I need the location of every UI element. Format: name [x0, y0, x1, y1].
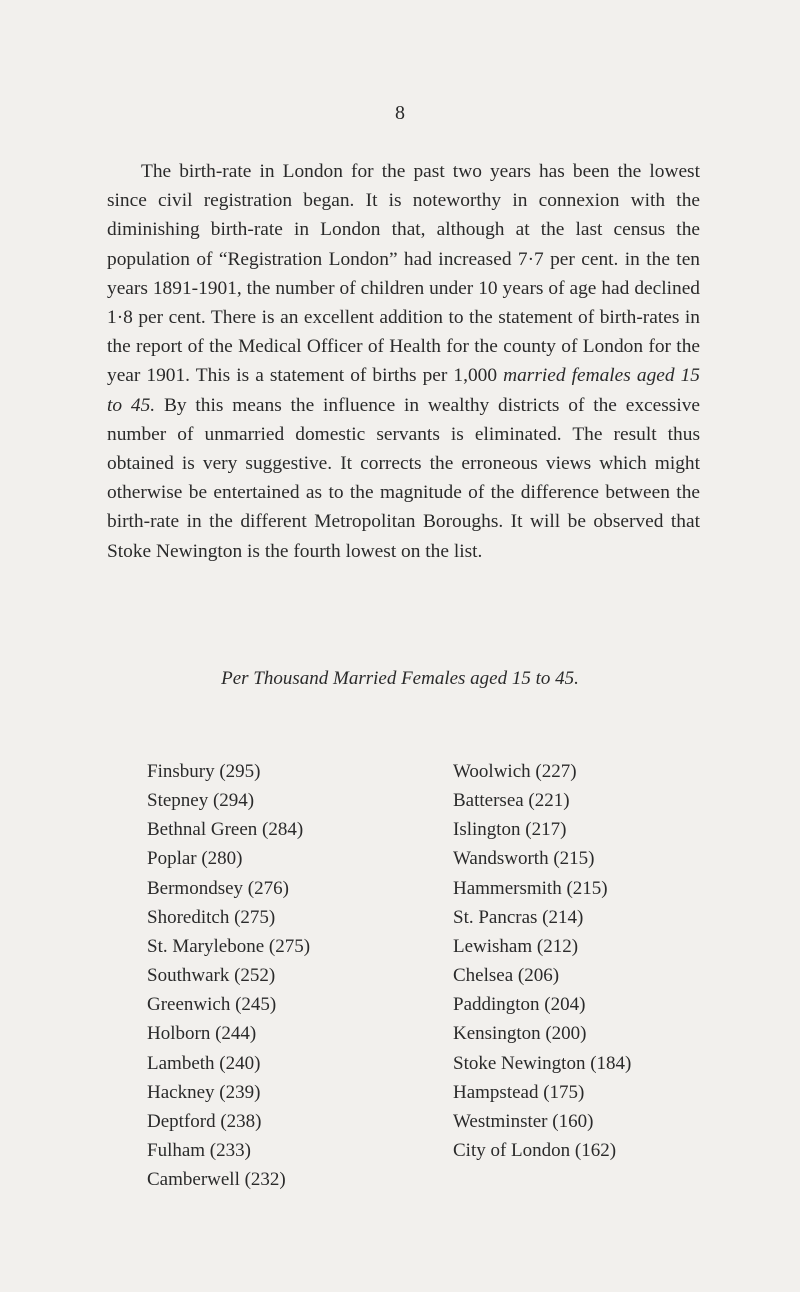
- table-caption: Per Thousand Married Females aged 15 to 45.: [221, 668, 579, 689]
- borough-entry: St. Marylebone (275): [147, 935, 311, 957]
- borough-entry: Lewisham (212): [453, 935, 579, 957]
- borough-entry: Paddington (204): [453, 994, 586, 1016]
- borough-entry: Wandsworth (215): [453, 848, 595, 870]
- borough-entry: Greenwich (245): [147, 994, 277, 1016]
- borough-entry: Westminster (160): [453, 1110, 594, 1132]
- borough-entry: Poplar (280): [147, 848, 243, 870]
- borough-entry: Camberwell (232): [147, 1169, 286, 1191]
- borough-entry: Hampstead (175): [453, 1081, 585, 1103]
- borough-entry: Finsbury (295): [147, 761, 261, 782]
- borough-entry: Deptford (238): [147, 1110, 262, 1132]
- borough-list-right: [453, 757, 631, 1165]
- borough-entry: Bermondsey (276): [147, 877, 289, 899]
- borough-entry: St. Pancras (214): [453, 906, 584, 928]
- borough-entry: Bethnal Green (284): [147, 819, 304, 841]
- borough-entry: Shoreditch (275): [147, 906, 276, 928]
- borough-entry: Southwark (252): [147, 965, 276, 987]
- borough-entry: Hackney (239): [147, 1081, 261, 1103]
- borough-entry: Woolwich (227): [453, 761, 577, 782]
- borough-entry: Holborn (244): [147, 1023, 257, 1045]
- body-paragraph: [107, 157, 700, 566]
- borough-entry: Stoke Newington (184): [453, 1052, 632, 1074]
- borough-entry: Islington (217): [453, 819, 567, 841]
- paragraph-emphasis: married females aged 15 to 45.: [107, 365, 700, 416]
- borough-entry: Stepney (294): [147, 790, 255, 812]
- paragraph-text-part1: The birth-rate in London for the past two years has been the lowest since civil registration began. It is noteworthy in connexion with the diminishing birth-rate in London that, although at the last census the population of “Registration London” had increased 7·7 per cent. in the ten years 1891-1901, the number of children under 10 years of age had declined 1·8 per cent. There is an excellent addition to the statement of birth-rates in the report of the Medical Officer of Health for the county of London for the year 1901. This is a statement of births per 1,000: [107, 161, 700, 387]
- borough-entry: Kensington (200): [453, 1023, 587, 1045]
- borough-entry: Fulham (233): [147, 1140, 251, 1162]
- borough-entry: Lambeth (240): [147, 1052, 261, 1074]
- page-number: 8: [395, 102, 405, 124]
- borough-entry: Hammersmith (215): [453, 877, 608, 899]
- borough-entry: City of London (162): [453, 1140, 617, 1162]
- borough-list-left: [147, 757, 310, 1194]
- paragraph-text-part2: By this means the influence in wealthy districts of the excessive number of unmarried domestic servants is eliminated. The result thus obtained is very suggestive. It corrects the erroneous views which might otherwise be entertained as to the magnitude of the difference between the birth-rate in the different Metropolitan Boroughs. It will be observed that Stoke Newington is the fourth lowest on the list.: [107, 394, 701, 562]
- borough-entry: Battersea (221): [453, 790, 570, 812]
- borough-entry: Chelsea (206): [453, 965, 560, 987]
